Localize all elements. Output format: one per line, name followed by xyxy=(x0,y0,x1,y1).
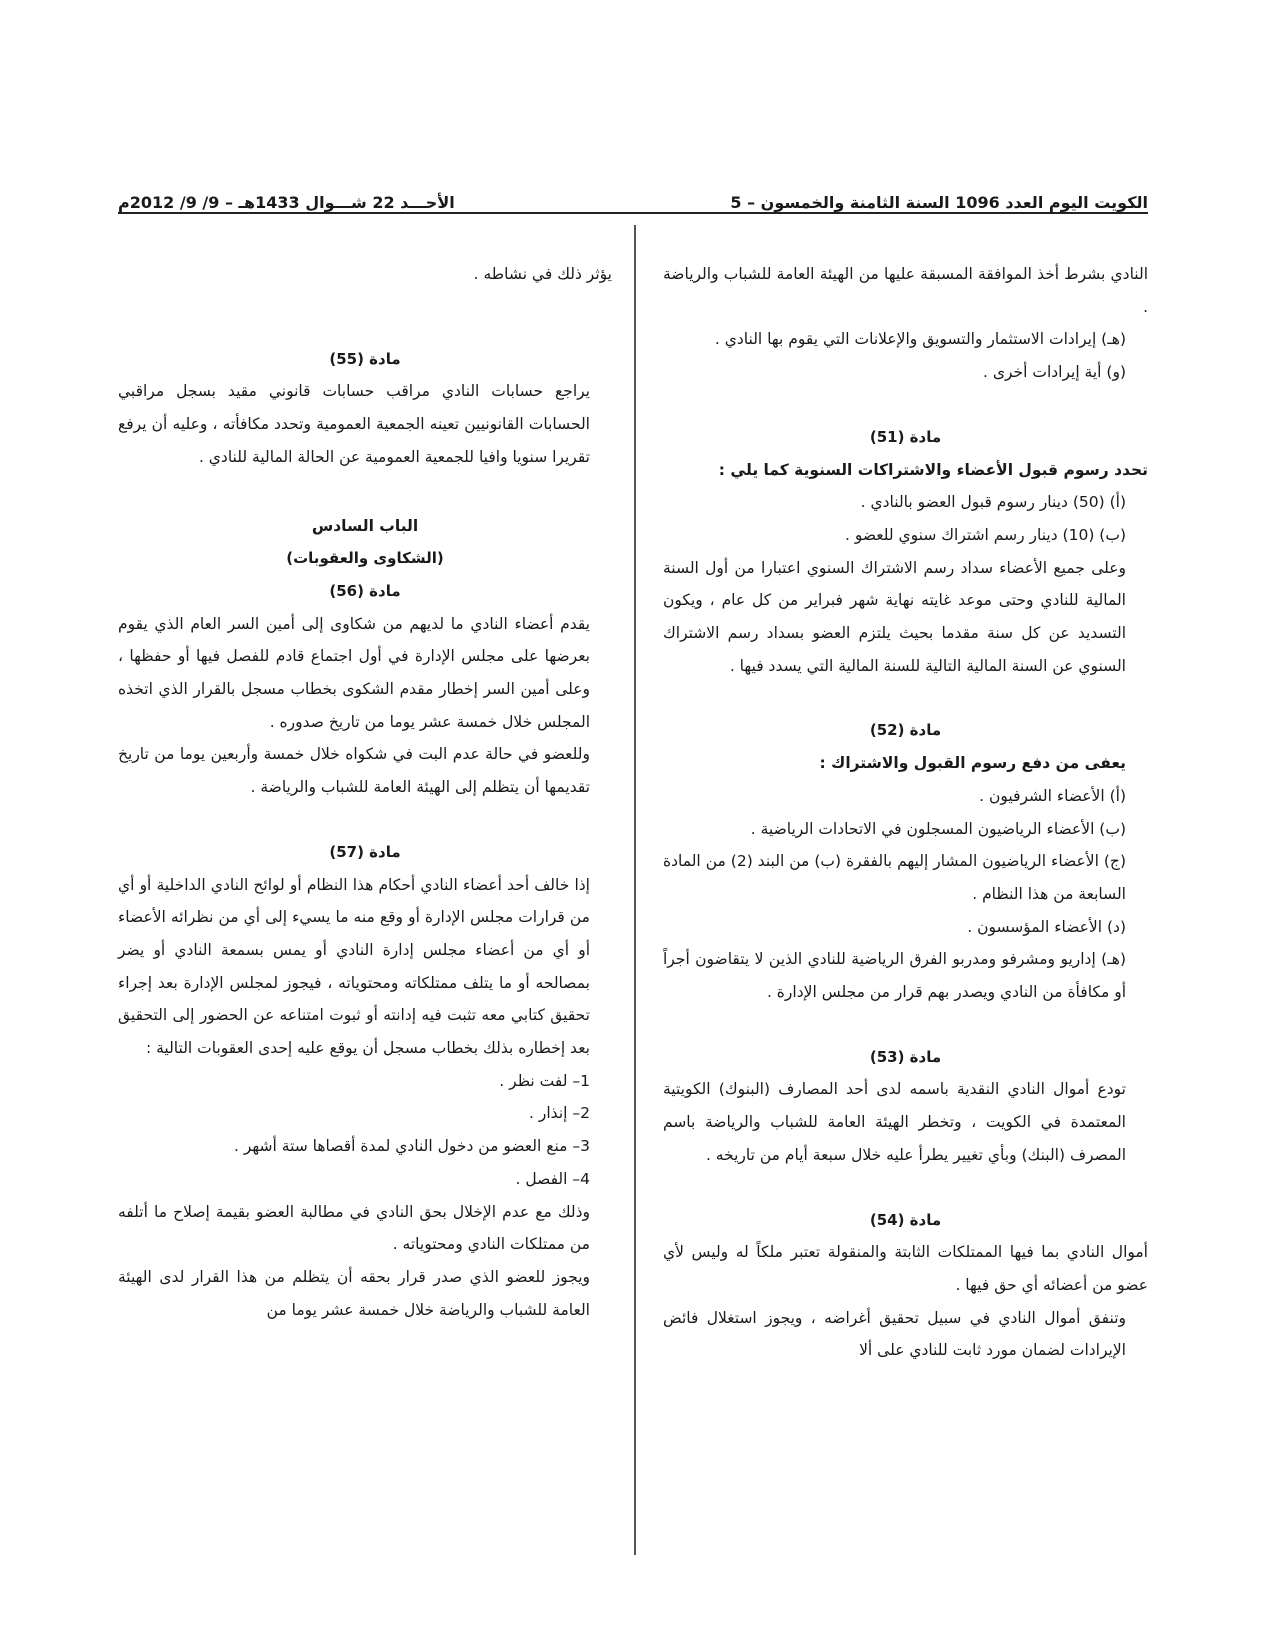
intro-line: النادي بشرط أخذ الموافقة المسبقة عليها من الهيئة العامة للشباب والرياضة . xyxy=(663,265,1148,316)
chapter-subtitle: (الشكاوى والعقوبات) xyxy=(286,549,444,568)
article-54-paragraph: أموال النادي بما فيها الممتلكات الثابتة والمنقولة تعتبر ملكاً له وليس لأي عضو من أعضائه أي حق فيها . xyxy=(663,1243,1148,1294)
list-item: 3– منع العضو من دخول النادي لمدة أقصاها ستة أشهر . xyxy=(233,1137,590,1156)
article-51-lead: تحدد رسوم قبول الأعضاء والاشتراكات السنوية كما يلي : xyxy=(718,460,1148,479)
right-column xyxy=(663,258,1148,1367)
article-54-paragraph: وتنفق أموال النادي في سبيل تحقيق أغراضه ، ويجوز استغلال فائض الإيرادات لضمان مورد ثابت للنادي على ألا xyxy=(663,1308,1126,1360)
list-item: (هـ) إداريو ومشرفو ومدربو الفرق الرياضية للنادي الذين لا يتقاضون أجراً أو مكافأة من النادي ويصدر بهم قرار من مجلس الإدارة . xyxy=(663,950,1126,1002)
list-item: (د) الأعضاء المؤسسون . xyxy=(967,917,1126,936)
article-52-title: مادة (52) xyxy=(869,721,942,740)
list-item: (ج) الأعضاء الرياضيون المشار إليهم بالفقرة (ب) من البند (2) من المادة السابعة من هذا النظام . xyxy=(663,852,1126,903)
list-item: (أ) (50) دينار رسوم قبول العضو بالنادي . xyxy=(860,493,1126,512)
list-item: 2– إنذار . xyxy=(529,1104,590,1123)
article-56-paragraph: وللعضو في حالة عدم البت في شكواه خلال خمسة وأربعين يوما من تاريخ تقديمها أن يتظلم إلى الهيئة العامة للشباب والرياضة . xyxy=(118,745,590,797)
column-divider xyxy=(634,225,636,1555)
article-55-paragraph: يراجع حسابات النادي مراقب حسابات قانوني مقيد بسجل مراقبي الحسابات القانونيين تعينه الجمعية العمومية وتحدد مكافأته ، وعليه أن يرفع تقريرا سنويا وافيا للجمعية العمومية عن الحالة المالية للنادي . xyxy=(118,382,590,466)
article-54-title: مادة (54) xyxy=(869,1210,942,1229)
article-57-paragraph: إذا خالف أحد أعضاء النادي أحكام هذا النظام أو لوائح النادي الداخلية أو أي من قرارات مجلس الإدارة أو وقع منه ما يسيء إلى أي من نظرائه الأعضاء أو أي من أعضاء مجلس إدارة النادي أو يمس بسمعة النادي أو يضر بمصالحه أو ما يتلف ممتلكاته ومحتوياته ، فيجوز لمجلس الإدارة بعد إجراء تحقيق كتابي معه تثبت فيه إدانته أو ثبوت امتناعه عن الحضور إلى التحقيق بعد إخطاره بذلك بخطاب مسجل أن يوقع عليه إحدى العقوبات التالية : xyxy=(118,875,590,1058)
intro-line: يؤثر ذلك في نشاطه . xyxy=(473,265,612,283)
article-57-title: مادة (57) xyxy=(329,842,401,861)
list-item: 1– لفت نظر . xyxy=(499,1071,590,1090)
intro-line: (و) أية إيرادات أخرى . xyxy=(983,363,1126,382)
list-item: (ب) (10) دينار رسم اشتراك سنوي للعضو . xyxy=(844,525,1126,544)
article-53-title: مادة (53) xyxy=(869,1047,942,1066)
header-date: الأحـــد 22 شـــوال 1433هـ – 9/ 9/ 2012م xyxy=(118,193,455,212)
article-53-paragraph: تودع أموال النادي النقدية باسمه لدى أحد المصارف (البنوك) الكويتية المعتمدة في الكويت ، وتخطر الهيئة العامة للشباب والرياضة باسم المصرف (البنك) وبأي تغيير يطرأ عليه خلال سبعة أيام من تاريخه . xyxy=(663,1080,1126,1164)
article-52-lead: يعفى من دفع رسوم القبول والاشتراك : xyxy=(819,754,1126,773)
article-56-paragraph: يقدم أعضاء النادي ما لديهم من شكاوى إلى أمين السر العام الذي يقوم بعرضها على مجلس الإدارة في أول اجتماع قادم للفصل فيها أو حفظها ، وعلى أمين السر إخطار مقدم الشكوى بخطاب مسجل بالقرار الذي اتخذه المجلس خلال خمسة عشر يوما من تاريخ صدوره . xyxy=(118,614,590,731)
article-57-paragraph: ويجوز للعضو الذي صدر قرار بحقه أن يتظلم من هذا القرار لدى الهيئة العامة للشباب والرياضة خلال خمسة عشر يوما من xyxy=(118,1267,590,1319)
left-column xyxy=(118,258,612,1326)
chapter-title: الباب السادس xyxy=(311,516,419,535)
list-item: (أ) الأعضاء الشرفيون . xyxy=(979,786,1126,805)
article-56-title: مادة (56) xyxy=(329,581,401,600)
intro-line: (هـ) إيرادات الاستثمار والتسويق والإعلانات التي يقوم بها النادي . xyxy=(714,330,1126,349)
article-57-paragraph: وذلك مع عدم الإخلال بحق النادي في مطالبة العضو بقيمة إصلاح ما أتلفه من ممتلكات النادي ومحتوياته . xyxy=(118,1202,590,1254)
list-item: 4– الفصل . xyxy=(515,1169,590,1188)
article-51-paragraph: وعلى جميع الأعضاء سداد رسم الاشتراك السنوي اعتبارا من أول السنة المالية للنادي وحتى موعد غايته نهاية شهر فبراير من كل عام ، ويكون التسديد عن كل سنة مقدما بحيث يلتزم العضو بسداد رسم الاشتراك السنوي عن السنة المالية التالية للسنة المالية التي يسدد فيها . xyxy=(663,558,1126,675)
article-51-title: مادة (51) xyxy=(869,427,942,446)
header-issue-info: الكويت اليوم العدد 1096 السنة الثامنة والخمسون – 5 xyxy=(730,193,1148,212)
header-divider xyxy=(118,212,1148,214)
page-header xyxy=(118,180,1148,212)
article-55-title: مادة (55) xyxy=(329,349,401,368)
list-item: (ب) الأعضاء الرياضيون المسجلون في الاتحادات الرياضية . xyxy=(750,819,1126,838)
